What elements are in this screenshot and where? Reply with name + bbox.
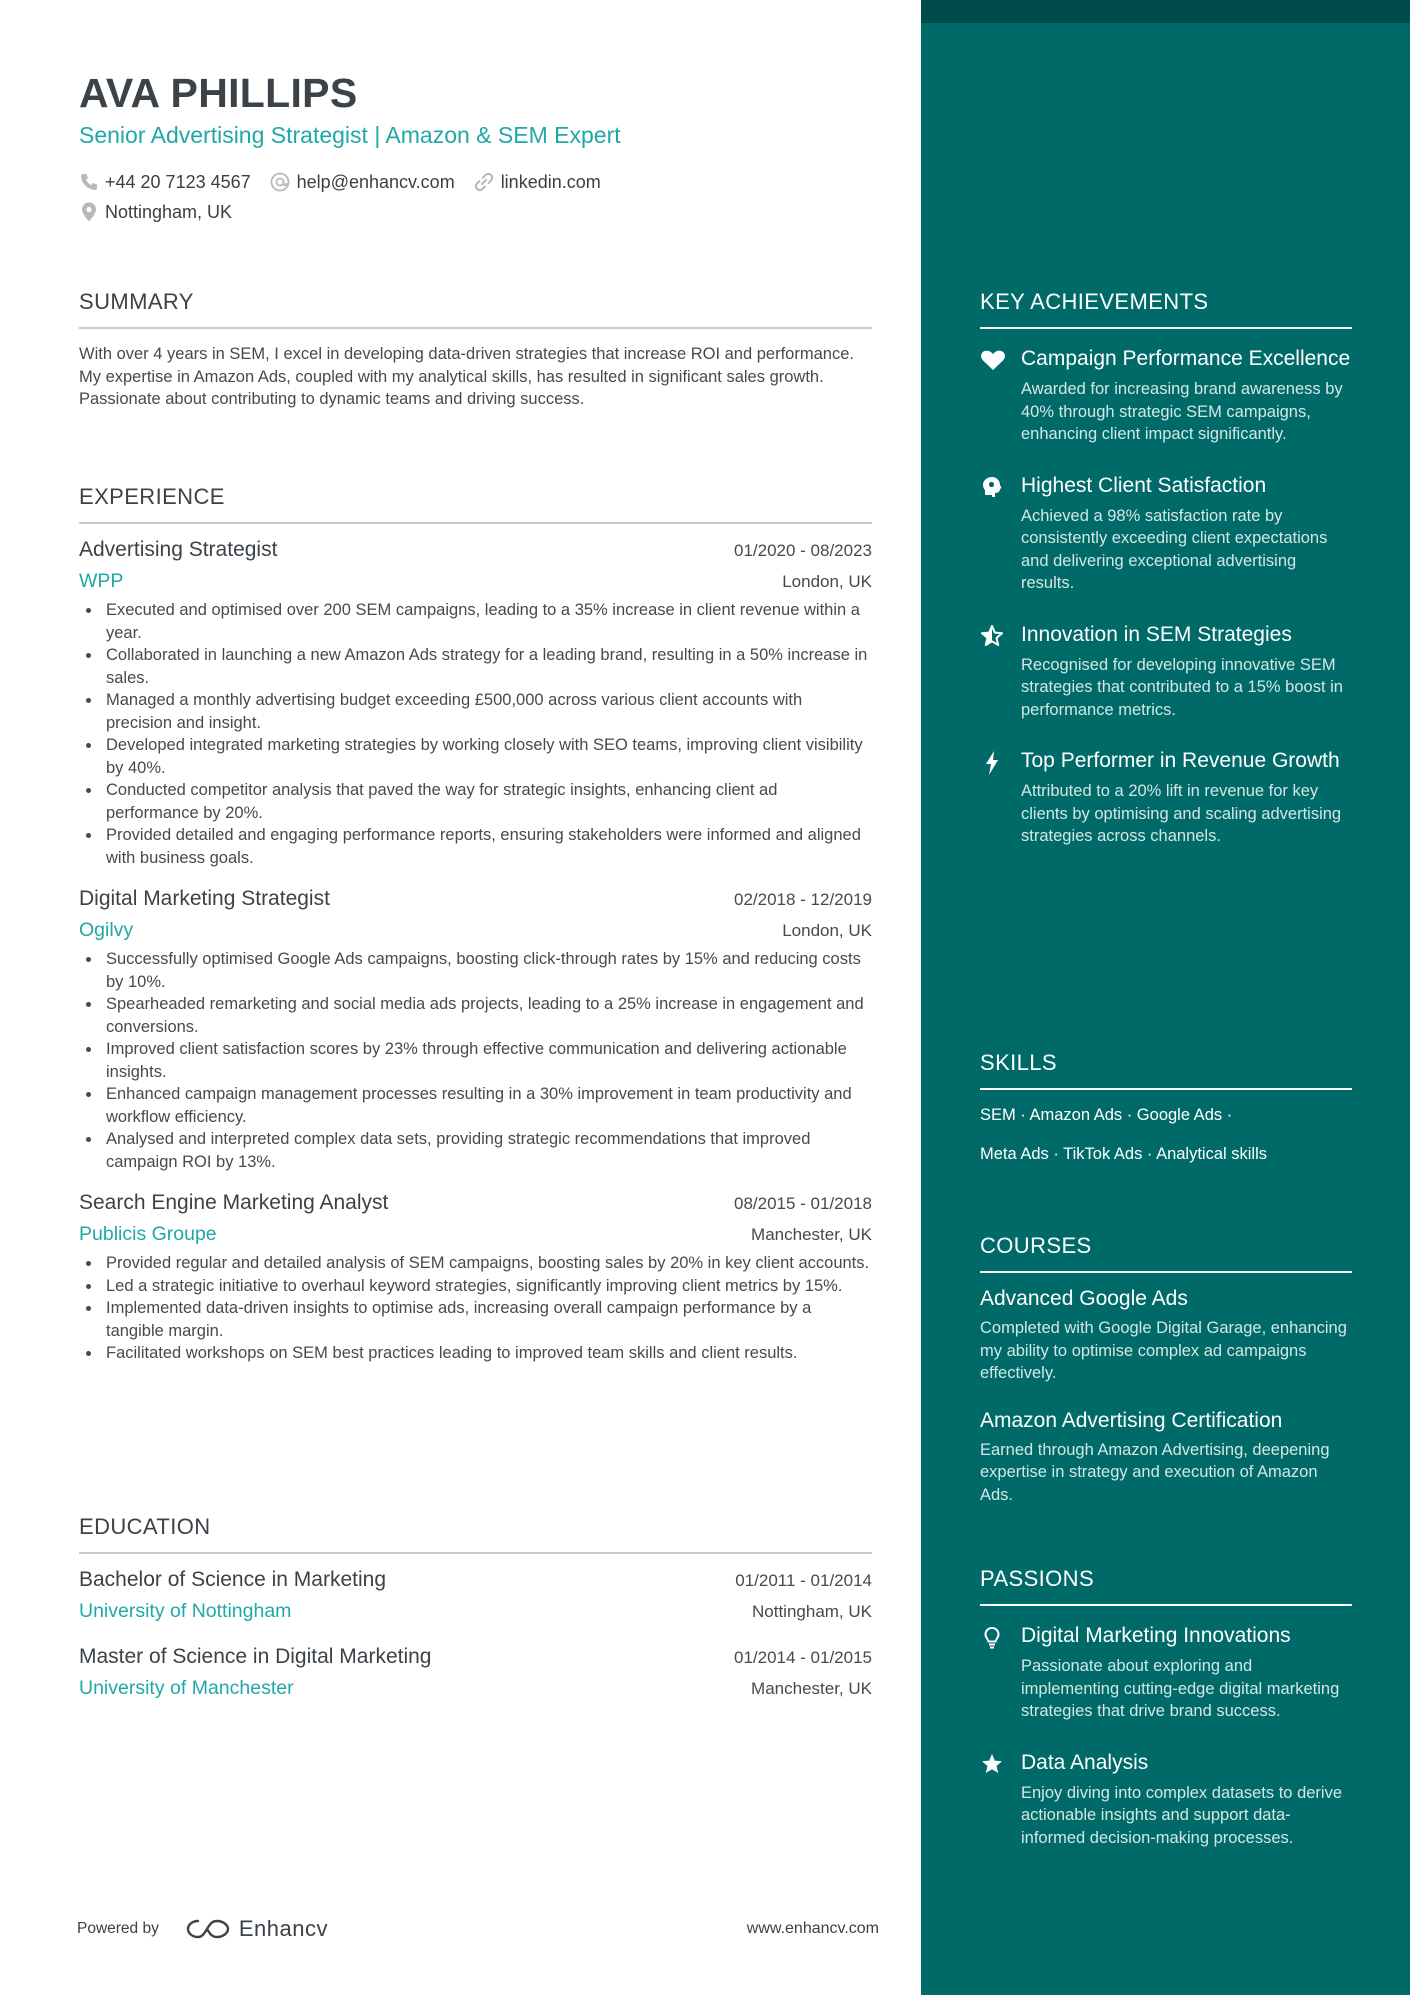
summary-text: With over 4 years in SEM, I excel in developing data-driven strategies that increase ROI and performance. My expertise in Amazon Ads, coupled with my analytical skills, has resulted in significant sales growth. Passionate about contributing to dynamic teams and driving success. [79, 345, 854, 408]
degree: Bachelor of Science in Marketing [79, 1568, 386, 1591]
job-bullet: Facilitated workshops on SEM best practices leading to improved team skills and client results. [79, 1342, 872, 1365]
skills-title: SKILLS [980, 1050, 1352, 1090]
achievement-item [980, 621, 1352, 722]
phone-contact[interactable] [79, 172, 251, 193]
job-bullets [79, 599, 872, 869]
skills-line: SEM · Amazon Ads · Google Ads · [980, 1106, 1233, 1124]
job-dates: 08/2015 - 01/2018 [733, 1194, 872, 1213]
course-item [980, 1287, 1352, 1385]
job-title: Advertising Strategist [79, 538, 278, 561]
experience-section [79, 484, 872, 1365]
job-entry [79, 1191, 872, 1365]
sidebar-top-band [921, 0, 1410, 23]
achievements-section [980, 289, 1352, 848]
headline: Senior Advertising Strategist | Amazon & SEM Expert [79, 122, 621, 148]
passions-section [980, 1566, 1352, 1849]
job-company: WPP [79, 570, 124, 592]
achievement-title: Top Performer in Revenue Growth [1021, 749, 1340, 772]
achievement-item [980, 747, 1352, 848]
achievement-item [980, 345, 1352, 446]
linkedin-contact[interactable] [473, 171, 601, 193]
education-dates: 01/2011 - 01/2014 [735, 1571, 872, 1590]
passion-desc: Enjoy diving into complex datasets to derive actionable insights and support data-informed decision-making processes. [1021, 1783, 1343, 1847]
lightbulb-icon [980, 1625, 1004, 1651]
courses-title: COURSES [980, 1233, 1352, 1273]
sidebar [921, 0, 1410, 1995]
education-location: Manchester, UK [751, 1679, 872, 1698]
job-title: Search Engine Marketing Analyst [79, 1191, 389, 1214]
skills-line: Meta Ads · TikTok Ads · Analytical skills [980, 1145, 1268, 1163]
brain-icon [980, 475, 1004, 499]
candidate-name: AVA PHILLIPS [79, 70, 358, 116]
skills-section [980, 1050, 1352, 1165]
at-icon [269, 171, 291, 193]
job-bullet: Conducted competitor analysis that paved the way for strategic insights, enhancing client ad performance by 20%. [79, 779, 872, 824]
job-title: Digital Marketing Strategist [79, 887, 330, 910]
passion-desc: Passionate about exploring and implementing cutting-edge digital marketing strategies that drive brand success. [1021, 1657, 1340, 1720]
achievement-desc: Attributed to a 20% lift in revenue for key clients by optimising and scaling advertising strategies across channels. [1021, 782, 1342, 845]
achievement-title: Campaign Performance Excellence [1021, 347, 1351, 370]
course-title: Advanced Google Ads [980, 1287, 1188, 1310]
degree: Master of Science in Digital Marketing [79, 1645, 432, 1668]
job-entry [79, 887, 872, 1173]
job-company: Ogilvy [79, 919, 134, 941]
course-item [980, 1409, 1352, 1507]
job-bullets [79, 948, 872, 1173]
experience-title: EXPERIENCE [79, 484, 872, 524]
achievement-item [980, 472, 1352, 595]
passion-title: Digital Marketing Innovations [1021, 1624, 1291, 1647]
location-text: Nottingham, UK [105, 201, 233, 222]
link-icon [473, 171, 495, 193]
bolt-icon [980, 750, 1004, 776]
education-title: EDUCATION [79, 1514, 872, 1554]
education-location: Nottingham, UK [752, 1602, 872, 1621]
job-location: Manchester, UK [751, 1225, 872, 1244]
powered-by [77, 1916, 328, 1942]
linkedin-url: linkedin.com [500, 171, 601, 192]
job-bullet: Analysed and interpreted complex data sets, providing strategic recommendations that improved campaign ROI by 13%. [79, 1128, 872, 1173]
achievement-desc: Recognised for developing innovative SEM strategies that contributed to a 15% boost in performance metrics. [1021, 655, 1343, 719]
heart-icon [980, 348, 1006, 372]
phone-icon [79, 172, 99, 192]
passion-title: Data Analysis [1021, 1750, 1149, 1774]
job-bullet: Provided detailed and engaging performance reports, ensuring stakeholders were informed and aligned with business goals. [79, 824, 872, 869]
job-bullet: Led a strategic initiative to overhaul keyword strategies, significantly improving client metrics by 15%. [79, 1275, 872, 1298]
star-half-icon [980, 624, 1004, 648]
brand-name: Enhancv [238, 1916, 328, 1941]
job-company: Publicis Groupe [79, 1223, 217, 1245]
achievements-title: KEY ACHIEVEMENTS [980, 289, 1352, 329]
courses-section [980, 1233, 1352, 1506]
email-contact[interactable] [269, 171, 455, 193]
job-dates: 02/2018 - 12/2019 [733, 890, 872, 909]
job-location: London, UK [782, 572, 872, 591]
location-contact [79, 201, 232, 223]
school: University of Nottingham [79, 1600, 292, 1622]
summary-section [79, 289, 872, 411]
job-bullet: Enhanced campaign management processes resulting in a 30% improvement in team productivity and workflow efficiency. [79, 1083, 872, 1128]
footer [77, 1916, 879, 1942]
star-icon [980, 1752, 1004, 1776]
education-dates: 01/2014 - 01/2015 [733, 1648, 872, 1667]
course-desc: Completed with Google Digital Garage, enhancing my ability to optimise complex ad campaigns effectively. [980, 1319, 1347, 1382]
enhancv-logo-icon [185, 1917, 231, 1941]
job-bullet: Successfully optimised Google Ads campaigns, boosting click-through rates by 15% and reducing costs by 10%. [79, 948, 872, 993]
phone-number: +44 20 7123 4567 [105, 171, 251, 192]
course-title: Amazon Advertising Certification [980, 1408, 1283, 1432]
job-bullet: Developed integrated marketing strategies by working closely with SEO teams, improving client visibility by 40%. [79, 734, 872, 779]
achievement-title: Innovation in SEM Strategies [1021, 622, 1292, 646]
job-entry [79, 538, 872, 869]
contact-info [79, 170, 619, 230]
job-bullet: Provided regular and detailed analysis of SEM campaigns, boosting sales by 20% in key client accounts. [79, 1252, 872, 1275]
job-bullet: Improved client satisfaction scores by 23% through effective communication and delivering actionable insights. [79, 1038, 872, 1083]
email-address: help@enhancv.com [296, 171, 455, 192]
education-entry [79, 1645, 872, 1700]
job-dates: 01/2020 - 08/2023 [733, 541, 872, 560]
job-bullets [79, 1252, 872, 1365]
education-section [79, 1514, 872, 1700]
job-bullet: Collaborated in launching a new Amazon Ads strategy for a leading brand, resulting in a 50% increase in sales. [79, 644, 872, 689]
achievement-desc: Awarded for increasing brand awareness by 40% through strategic SEM campaigns, enhancing client impact significantly. [1021, 380, 1343, 443]
job-location: London, UK [782, 921, 872, 940]
location-pin-icon [79, 201, 99, 223]
passions-title: PASSIONS [980, 1566, 1352, 1606]
powered-by-label: Powered by [77, 1920, 159, 1937]
passion-item [980, 1622, 1352, 1723]
summary-title: SUMMARY [79, 289, 872, 329]
passion-item [980, 1749, 1352, 1850]
website-link[interactable]: www.enhancv.com [746, 1920, 879, 1937]
achievement-desc: Achieved a 98% satisfaction rate by consistently exceeding client expectations and delivering exceptional advertising results. [1021, 506, 1328, 592]
achievement-title: Highest Client Satisfaction [1021, 473, 1267, 497]
course-desc: Earned through Amazon Advertising, deepening expertise in strategy and execution of Amazon Ads. [980, 1440, 1330, 1504]
enhancv-logo[interactable] [185, 1916, 328, 1942]
job-bullet: Spearheaded remarketing and social media ads projects, leading to a 25% increase in engagement and conversions. [79, 993, 872, 1038]
job-bullet: Managed a monthly advertising budget exceeding £500,000 across various client accounts with precision and insight. [79, 689, 872, 734]
job-bullet: Implemented data-driven insights to optimise ads, increasing overall campaign performance by a tangible margin. [79, 1297, 872, 1342]
job-bullet: Executed and optimised over 200 SEM campaigns, leading to a 35% increase in client revenue within a year. [79, 599, 872, 644]
education-entry [79, 1568, 872, 1623]
school: University of Manchester [79, 1677, 294, 1699]
